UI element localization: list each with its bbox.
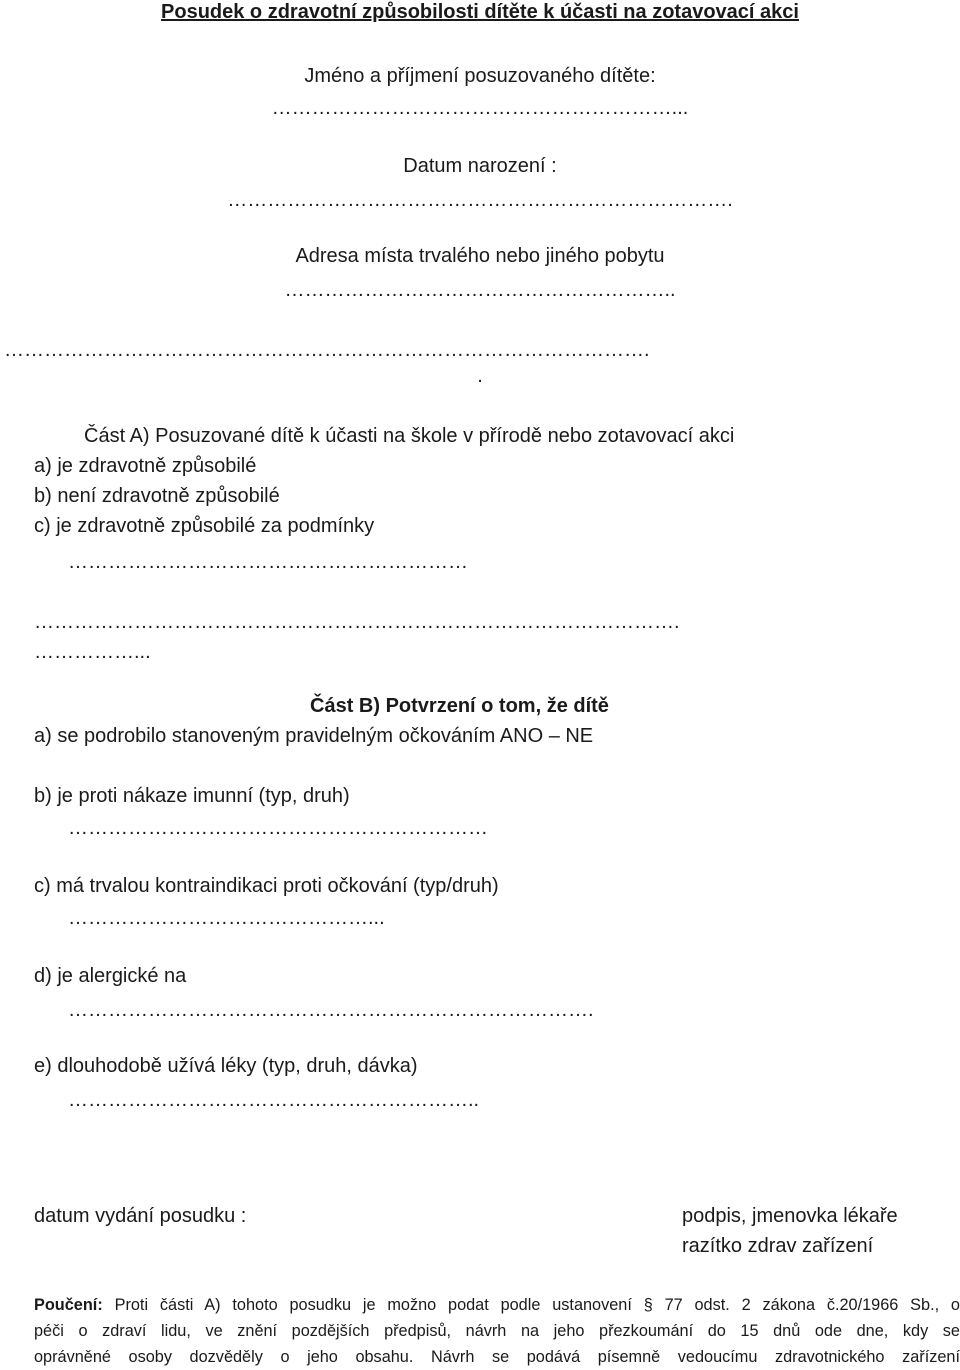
notice-line-3: oprávněné osoby dozvěděly o jeho obsahu. Návrh se podává písemně vedoucímu zdravotnického zařízení [34, 1348, 960, 1366]
part-b-item-b-field[interactable]: ……………………………………………………… [68, 817, 488, 839]
part-a-conditions-field-1[interactable]: …………………………………………………… [68, 551, 468, 573]
part-b-item-c: c) má trvalou kontraindikaci proti očkování (typ/druh) [34, 875, 499, 897]
address-field-line2-tail: . [477, 365, 483, 387]
part-b-item-c-field[interactable]: ………………………………………... [68, 907, 385, 929]
issue-date-label: datum vydání posudku : [34, 1205, 247, 1227]
address-field-line2[interactable]: ……………………………………………………………………………………. [4, 339, 650, 361]
part-b-item-d: d) je alergické na [34, 965, 187, 987]
name-field[interactable]: ……………………………………………………... [271, 97, 689, 119]
part-b-item-e-field[interactable]: …………………………………………………….. [68, 1089, 480, 1111]
part-b-item-e: e) dlouhodobě užívá léky (typ, druh, dávka) [34, 1055, 418, 1077]
address-field-line1[interactable]: ………………………………………………….. [284, 279, 676, 301]
part-b-item-b: b) je proti nákaze imunní (typ, druh) [34, 785, 350, 807]
part-a-conditions-field-2[interactable]: ……………………………………………………………………………………. [34, 611, 680, 633]
part-b-heading: Část B) Potvrzení o tom, že dítě [310, 695, 609, 717]
notice-paragraph [34, 1292, 960, 1370]
address-label: Adresa místa trvalého nebo jiného pobytu [295, 245, 665, 267]
part-b-item-a: a) se podrobilo stanoveným pravidelným očkováním ANO – NE [34, 725, 594, 747]
signature-label: podpis, jmenovka lékaře [682, 1205, 898, 1227]
part-a-heading: Část A) Posuzované dítě k účasti na škole v přírodě nebo zotavovací akci [84, 425, 735, 447]
part-a-option-a: a) je zdravotně způsobilé [34, 455, 257, 477]
notice-label: Poučení: [34, 1296, 103, 1314]
birth-date-label: Datum narození : [403, 155, 557, 177]
stamp-label: razítko zdrav zařízení [682, 1235, 874, 1257]
part-a-option-c: c) je zdravotně způsobilé za podmínky [34, 515, 375, 537]
part-b-item-d-field[interactable]: ……………………………………………………………………. [68, 999, 594, 1021]
part-a-conditions-field-3[interactable]: ……………... [34, 641, 151, 663]
page-title: Posudek o zdravotní způsobilosti dítěte k účasti na zotavovací akci [161, 1, 799, 23]
notice-line-2: péči o zdraví lidu, ve znění pozdějších předpisů, návrh na jeho přezkoumání do 15 dnů ode dne, kdy se [34, 1322, 960, 1340]
notice-line-1: Poučení: Proti části A) tohoto posudku je možno podat podle ustanovení § 77 odst. 2 zákona č.20/1966 Sb., o [34, 1296, 960, 1314]
name-label: Jméno a příjmení posuzovaného dítěte: [304, 65, 656, 87]
birth-date-field[interactable]: …………………………………………………………………. [227, 189, 733, 211]
part-a-option-b: b) není zdravotně způsobilé [34, 485, 280, 507]
